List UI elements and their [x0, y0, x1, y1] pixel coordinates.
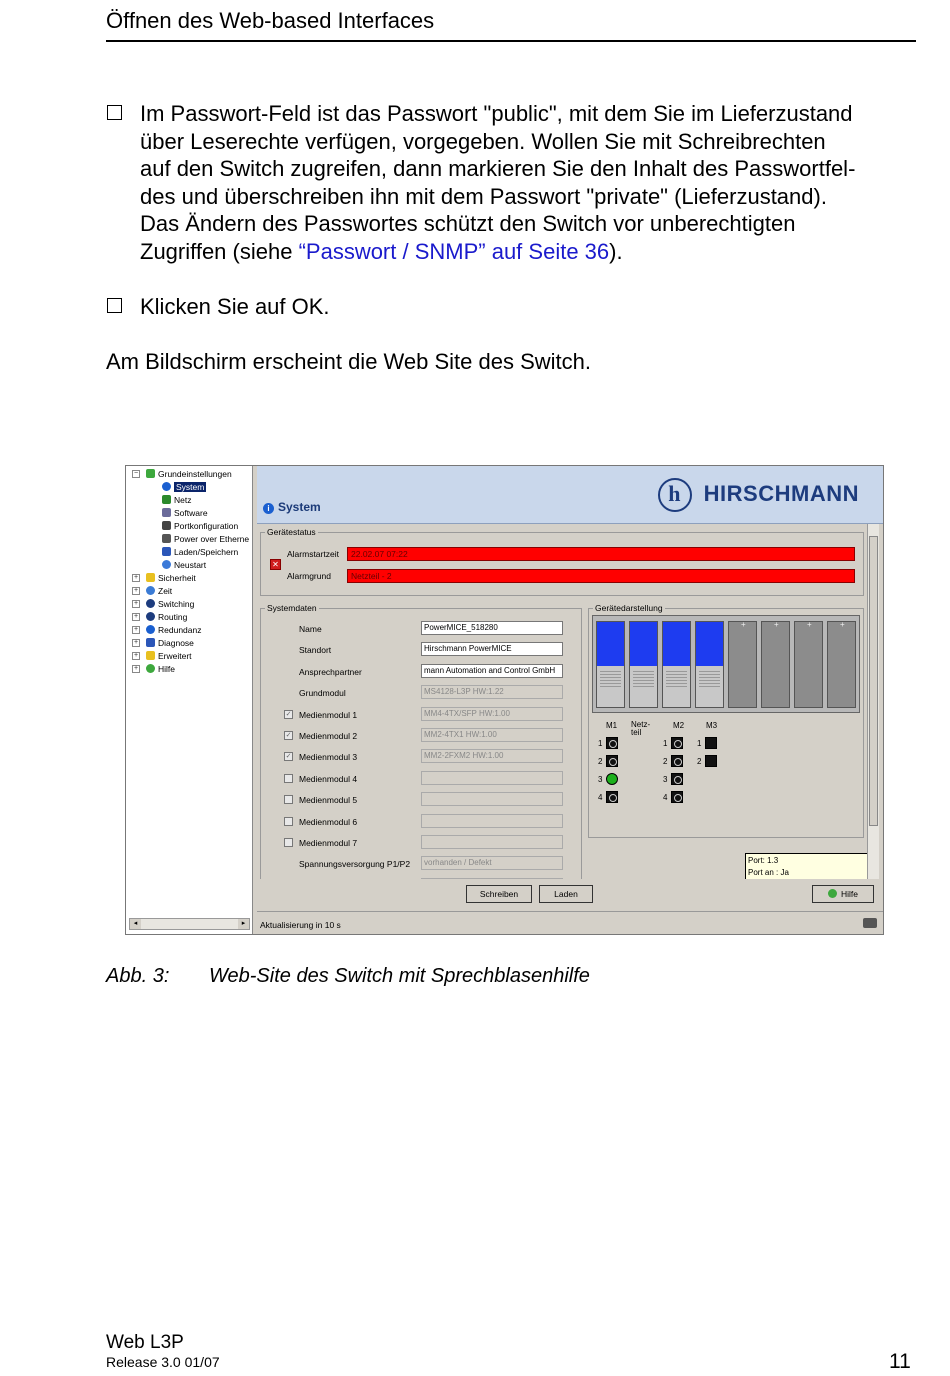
field-value — [421, 878, 563, 879]
tree-item-switching[interactable]: + Switching — [133, 599, 195, 609]
field-label: Medienmodul 7 — [299, 838, 358, 848]
bullet-ok: Klicken Sie auf OK. — [140, 294, 330, 319]
alarm-icon: ✕ — [270, 559, 281, 570]
tree-item-erweitert[interactable]: + Erweitert — [133, 651, 192, 661]
tree-item-hilfe[interactable]: + Hilfe — [133, 664, 176, 674]
module-label: M2 — [673, 721, 685, 730]
logo-mark-icon: h — [658, 478, 692, 512]
save-icon — [162, 547, 171, 556]
group-label: Systemdaten — [267, 603, 317, 613]
software-icon — [162, 508, 171, 517]
navigation-tree — [126, 466, 253, 934]
alarm-time-value: 22.02.07 07:22 — [347, 547, 855, 561]
port-m1-3[interactable] — [606, 773, 618, 785]
footer-product: Web L3P — [106, 1332, 184, 1353]
redundancy-icon — [146, 625, 155, 634]
module-checkbox[interactable] — [284, 774, 293, 783]
port-number: 3 — [598, 775, 603, 784]
banner — [257, 466, 883, 524]
module-slot-empty — [728, 621, 757, 708]
field-value — [421, 835, 563, 849]
tree-item-redundanz[interactable]: + Redundanz — [133, 625, 202, 635]
field-label: Medienmodul 1 — [299, 709, 358, 720]
tooltip-line: Port an : Ja — [748, 867, 789, 877]
module-label: Netz- teil — [631, 720, 651, 737]
bullet-passwort — [140, 100, 920, 265]
field-value[interactable]: Hirschmann PowerMICE — [421, 642, 563, 656]
tree-item-system[interactable] — [162, 482, 206, 493]
bullet-line: Das Ändern des Passwortes schützt den Switch vor unberechtigten — [140, 211, 796, 236]
tree-label: Neustart — [174, 560, 207, 570]
port-m1-1[interactable] — [606, 737, 618, 749]
field-value: MM4-4TX/SFP HW:1.00 — [421, 707, 563, 721]
brand-logo — [658, 478, 859, 512]
tree-item-software[interactable] — [162, 508, 208, 519]
scrollbar-thumb[interactable] — [869, 536, 878, 826]
field-value[interactable]: mann Automation and Control GmbH — [421, 664, 563, 678]
module-checkbox[interactable]: ✓ — [285, 710, 292, 718]
logo-text: HIRSCHMANN — [703, 480, 859, 506]
bullet-line: über Leserechte verfügen, vorgegeben. Wollen Sie mit Schreibrechten — [140, 128, 826, 154]
page-title — [263, 500, 321, 514]
port-m2-4[interactable] — [671, 791, 683, 803]
port-m2-1[interactable] — [671, 737, 683, 749]
button-label: Hilfe — [840, 889, 858, 899]
info-icon — [162, 482, 171, 491]
checkbox-bullet-icon — [107, 298, 122, 313]
tree-item-power-over-ethernet[interactable] — [162, 534, 249, 545]
tree-label: Erweitert — [158, 651, 192, 661]
system-data-group — [260, 603, 582, 879]
tooltip-line: Port: 1.3 — [748, 856, 779, 865]
tree-label: Portkonfiguration — [174, 521, 239, 531]
port-number: 3 — [663, 775, 668, 784]
module-checkbox[interactable]: ✓ — [285, 732, 292, 739]
module-slot-empty — [827, 621, 856, 708]
cross-reference-link[interactable]: “Passwort / SNMP” auf Seite 36 — [298, 238, 610, 264]
laden-button[interactable]: Laden — [539, 885, 593, 903]
module-slot-blue — [662, 621, 691, 708]
header-rule — [106, 40, 916, 42]
tree-item-sicherheit[interactable]: + Sicherheit — [133, 573, 196, 583]
port-m2-2[interactable] — [671, 755, 683, 767]
schreiben-button[interactable]: Schreiben — [466, 885, 532, 903]
module-slot-blue — [629, 621, 658, 708]
port-tooltip — [745, 853, 877, 879]
star-icon — [146, 469, 155, 478]
tree-label: Power over Etherne — [174, 534, 250, 544]
port-m1-2[interactable] — [606, 755, 618, 767]
page-number: 11 — [889, 1350, 911, 1373]
module-checkbox[interactable] — [284, 817, 293, 826]
figure-label: Abb. 3: — [106, 965, 170, 987]
module-label: M1 — [606, 721, 618, 730]
status-group — [260, 527, 864, 596]
alarm-reason-value: Netzteil - 2 — [347, 569, 855, 583]
tree-label: Zeit — [158, 586, 173, 596]
module-label: M3 — [706, 721, 718, 730]
device-view-group — [588, 603, 864, 838]
tree-label: Switching — [158, 599, 195, 609]
field-value — [421, 814, 563, 828]
connection-icon — [863, 918, 877, 928]
bullet-line-last — [140, 238, 920, 266]
field-label: Medienmodul 4 — [299, 773, 358, 784]
module-slot-empty — [761, 621, 790, 708]
power-icon — [162, 534, 171, 543]
bullet-line: des und überschreiben ihn mit dem Passwort "private" (Lieferzustand). — [140, 183, 827, 209]
tree-label: Diagnose — [158, 638, 194, 648]
field-label: Medienmodul 3 — [299, 752, 358, 763]
tree-item-zeit[interactable]: + Zeit — [133, 586, 173, 596]
field-label: Name — [299, 624, 322, 634]
diagnose-icon — [146, 638, 155, 647]
alarm-reason-label: Alarmgrund — [287, 571, 331, 581]
line-prefix: Zugriffen (siehe — [140, 238, 299, 264]
restart-icon — [162, 560, 171, 569]
module-slot-blue — [695, 621, 724, 708]
tree-label: Netz — [174, 495, 192, 505]
tree-horizontal-scrollbar[interactable]: ◂ ▸ — [129, 918, 250, 930]
module-checkbox[interactable]: ✓ — [285, 753, 292, 761]
group-label: Gerätestatus — [267, 527, 316, 537]
port-m3-1[interactable] — [705, 737, 717, 749]
field-label: Medienmodul 5 — [299, 795, 358, 806]
module-checkbox[interactable] — [284, 838, 293, 847]
figure-screenshot — [125, 465, 884, 935]
line-suffix: ). — [609, 238, 623, 264]
tree-label: Hilfe — [158, 664, 176, 674]
tree-label: Routing — [158, 612, 188, 622]
field-label: Ansprechpartner — [299, 666, 362, 677]
port-number: 4 — [598, 793, 603, 802]
tree-item-routing[interactable]: + Routing — [133, 612, 188, 622]
star-icon — [146, 651, 155, 660]
tree-label: Laden/Speichern — [174, 547, 239, 557]
port-m2-3[interactable] — [671, 773, 683, 785]
content-panel — [257, 524, 877, 879]
field-label: Medienmodul 2 — [299, 731, 358, 741]
tree-item-laden-speichern[interactable] — [162, 547, 238, 558]
tree-item-diagnose[interactable]: + Diagnose — [133, 638, 194, 648]
field-value: vorhanden / Defekt — [421, 856, 563, 870]
checkbox-bullet-icon — [107, 105, 122, 120]
port-m3-2[interactable] — [705, 755, 717, 767]
field-label: Grundmodul — [299, 688, 346, 699]
port-number: 2 — [663, 757, 668, 766]
field-value: MM2-2FXM2 HW:1.00 — [421, 749, 563, 763]
tree-label: Software — [174, 508, 208, 518]
network-icon — [162, 495, 171, 504]
field-label: Standort — [299, 645, 332, 656]
hilfe-button[interactable] — [812, 885, 874, 903]
page-header-title: Öffnen des Web-based Interfaces — [106, 8, 435, 33]
module-slot-blue — [596, 621, 625, 708]
field-label: Medienmodul 6 — [299, 816, 358, 827]
status-bar — [257, 911, 883, 934]
tree-item-netz[interactable] — [162, 495, 191, 506]
field-value[interactable]: PowerMICE_518280 — [421, 621, 563, 635]
port-number: 2 — [697, 757, 702, 766]
field-value — [421, 771, 563, 785]
tree-item-neustart[interactable] — [162, 560, 206, 571]
tree-item-portkonfiguration[interactable] — [162, 521, 238, 532]
field-value: MM2-4TX1 HW:1.00 — [421, 728, 563, 742]
tree-label: Grundeinstellungen — [158, 469, 232, 479]
port-number: 1 — [598, 739, 603, 748]
module-slot-empty — [794, 621, 823, 708]
tree-label: Redundanz — [158, 625, 202, 635]
port-number: 1 — [663, 739, 668, 748]
refresh-countdown: Aktualisierung in 10 s — [260, 920, 341, 930]
tree-label: Sicherheit — [158, 573, 196, 583]
switching-icon — [146, 599, 155, 608]
group-label: Gerätedarstellung — [595, 603, 663, 613]
tree-label: System — [176, 482, 205, 492]
bullet-line: auf den Switch zugreifen, dann markieren Sie den Inhalt des Passwortfel- — [140, 156, 856, 181]
alarm-time-label: Alarmstartzeit — [287, 549, 339, 559]
bullet-line: Im Passwort-Feld ist das Passwort "public", mit dem Sie im Lieferzustand — [140, 101, 853, 126]
page-title-text: System — [278, 500, 321, 514]
footer-release: Release 3.0 01/07 — [106, 1354, 220, 1370]
clock-icon — [146, 586, 155, 595]
port-m1-4[interactable] — [606, 791, 618, 803]
content-vertical-scrollbar[interactable] — [867, 524, 879, 879]
body-paragraph: Am Bildschirm erscheint die Web Site des Switch. — [106, 349, 591, 374]
tree-item-grundeinstellungen[interactable]: − Grundeinstellungen — [133, 469, 232, 479]
port-icon — [162, 521, 171, 530]
port-number: 1 — [697, 739, 702, 748]
module-checkbox[interactable] — [284, 795, 293, 804]
port-number: 2 — [598, 757, 603, 766]
field-value — [421, 792, 563, 806]
figure-caption: Web-Site des Switch mit Sprechblasenhilfe — [209, 965, 590, 987]
device-front-panel — [592, 615, 860, 713]
lock-icon — [146, 573, 155, 582]
field-label: Spannungsversorgung P1/P2 — [299, 859, 411, 870]
routing-icon — [146, 612, 155, 621]
help-icon — [146, 664, 155, 673]
info-icon: i — [263, 503, 274, 514]
help-icon — [828, 889, 837, 898]
port-number: 4 — [663, 793, 668, 802]
field-value: MS4128-L3P HW:1.22 — [421, 685, 563, 699]
